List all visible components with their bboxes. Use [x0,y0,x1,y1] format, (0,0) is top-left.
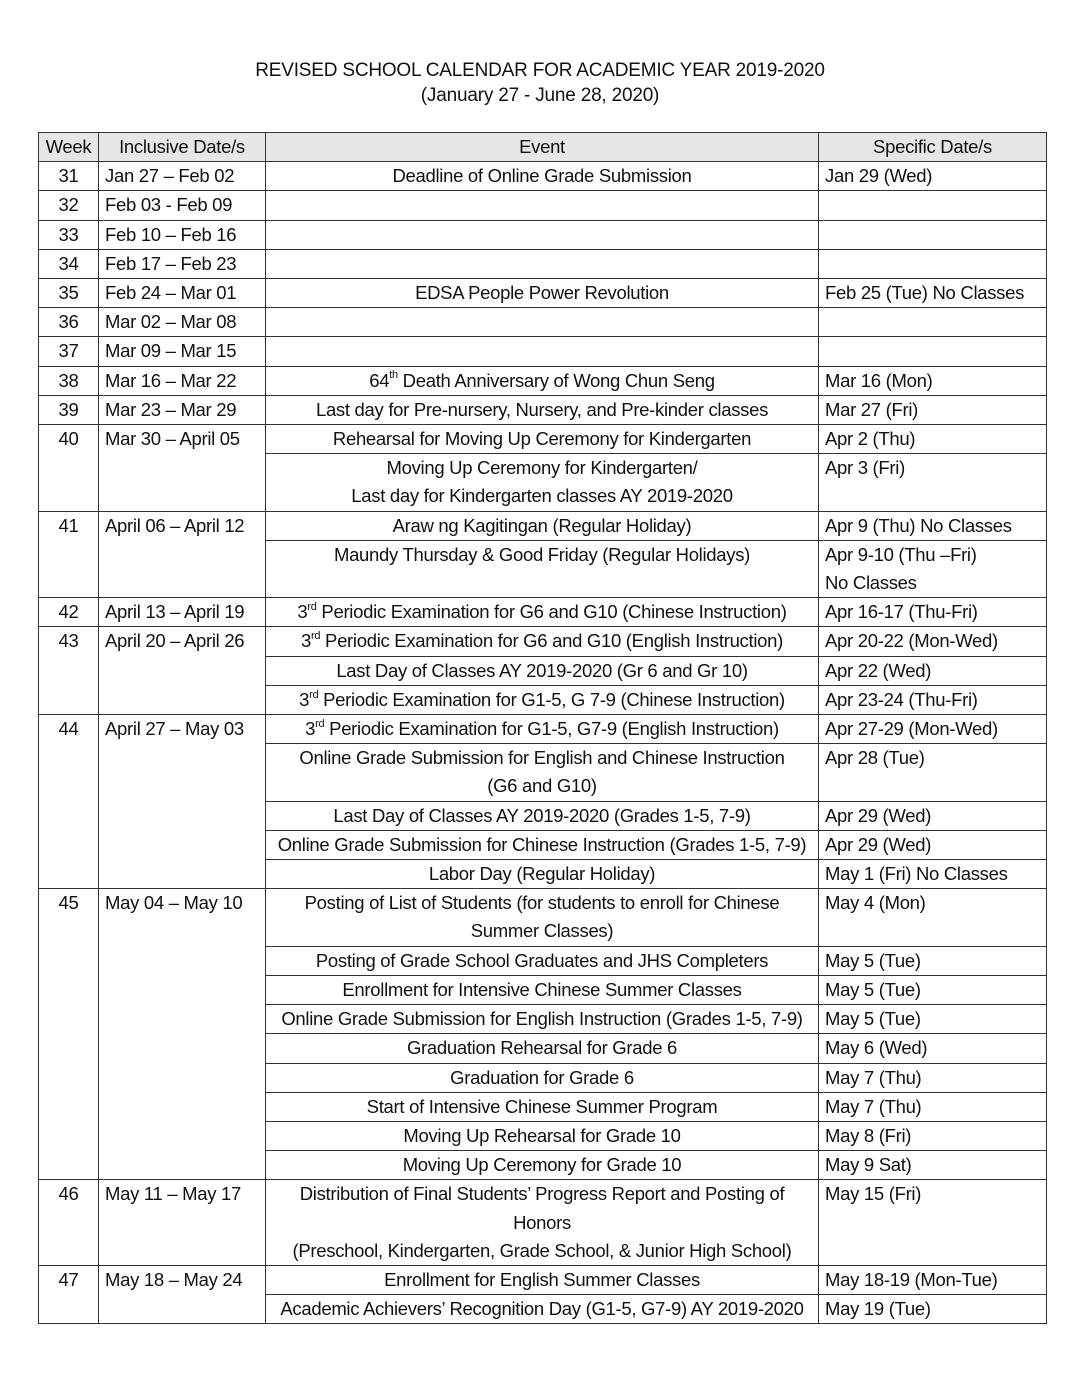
week-number-cell: 33 [39,220,99,249]
specific-date-cell [819,220,1047,249]
table-row [39,162,1047,191]
table-row [39,220,1047,249]
event-cell [266,1265,819,1294]
event-ordinal-suffix: rd [309,688,319,701]
specific-date-cell [819,454,1047,511]
table-row [39,366,1047,395]
event-cell [266,191,819,220]
specific-date-cell [819,685,1047,714]
specific-date-cell [819,1151,1047,1180]
inclusive-dates-cell: Mar 02 – Mar 08 [99,308,266,337]
specific-date-text: Apr 3 (Fri) [825,457,905,479]
specific-date-text: May 19 (Tue) [825,1298,931,1320]
event-text: Distribution of Final Students’ Progress Report and Posting of Honors [299,1183,785,1233]
event-text-line2: (Preschool, Kindergarten, Grade School, & Junior High School) [292,1239,792,1261]
specific-date-cell [819,337,1047,366]
table-row [39,715,1047,744]
specific-date-cell [819,308,1047,337]
specific-date-cell [819,1005,1047,1034]
specific-date-cell [819,975,1047,1004]
specific-date-cell [819,1063,1047,1092]
inclusive-dates-cell: May 04 – May 10 [99,889,266,1180]
specific-date-text: Apr 20-22 (Mon-Wed) [825,630,998,652]
inclusive-dates-cell: Feb 10 – Feb 16 [99,220,266,249]
specific-date-text: Apr 23-24 (Thu-Fri) [825,688,978,710]
specific-date-cell [819,860,1047,889]
inclusive-dates-cell: April 27 – May 03 [99,715,266,889]
event-cell [266,249,819,278]
specific-date-line2: No Classes [825,572,917,594]
calendar-body [39,162,1047,1324]
specific-date-text: May 5 (Tue) [825,1008,921,1030]
inclusive-dates-cell: Mar 16 – Mar 22 [99,366,266,395]
table-row [39,337,1047,366]
specific-date-cell [819,540,1047,597]
event-text: Graduation for Grade 6 [450,1066,634,1088]
specific-date-text: Apr 16-17 (Thu-Fri) [825,601,978,623]
event-text-continued: Death Anniversary of Wong Chun Seng [397,369,715,391]
event-text: Maundy Thursday & Good Friday (Regular Holidays) [333,543,751,565]
week-number-cell: 39 [39,395,99,424]
event-cell [266,685,819,714]
specific-date-cell [819,1034,1047,1063]
event-text: Deadline of Online Grade Submission [392,165,692,187]
specific-date-cell [819,627,1047,656]
specific-date-cell [819,1180,1047,1266]
event-text: Enrollment for Intensive Chinese Summer Classes [342,978,742,1000]
column-header-specific-dates: Specific Date/s [819,133,1047,162]
specific-date-text: Apr 2 (Thu) [825,428,916,450]
event-cell [266,656,819,685]
event-text: Enrollment for English Summer Classes [384,1268,700,1290]
specific-date-cell [819,656,1047,685]
event-text-continued: Periodic Examination for G1-5, G 7-9 (Chinese Instruction) [318,688,785,710]
event-cell [266,395,819,424]
specific-date-cell [819,1121,1047,1150]
event-cell [266,1121,819,1150]
specific-date-text: Mar 16 (Mon) [825,369,933,391]
event-cell [266,1295,819,1324]
specific-date-cell [819,744,1047,801]
table-row [39,598,1047,627]
specific-date-cell [819,1295,1047,1324]
event-cell [266,454,819,511]
table-row [39,1265,1047,1294]
inclusive-dates-cell: April 06 – April 12 [99,511,266,598]
event-text: 3 [299,688,310,710]
event-cell [266,540,819,597]
event-cell [266,162,819,191]
inclusive-dates-cell: Mar 23 – Mar 29 [99,395,266,424]
event-text: 64 [369,369,390,391]
event-text: Moving Up Ceremony for Grade 10 [402,1154,682,1176]
specific-date-cell [819,598,1047,627]
event-text-line2: (G6 and G10) [487,775,597,797]
table-row [39,279,1047,308]
event-text: Academic Achievers’ Recognition Day (G1-5, G7-9) AY 2019-2020 [280,1298,804,1320]
event-ordinal-suffix: rd [311,630,321,643]
event-cell [266,511,819,540]
event-text: Online Grade Submission for Chinese Instruction (Grades 1-5, 7-9) [277,833,807,855]
inclusive-dates-cell: May 11 – May 17 [99,1180,266,1266]
event-cell [266,801,819,830]
event-text: Start of Intensive Chinese Summer Program [366,1095,718,1117]
specific-date-text: Apr 27-29 (Mon-Wed) [825,718,998,740]
event-text: EDSA People Power Revolution [415,282,669,304]
event-cell [266,308,819,337]
event-cell [266,598,819,627]
table-row [39,308,1047,337]
event-cell [266,744,819,801]
specific-date-cell [819,801,1047,830]
specific-date-cell [819,511,1047,540]
event-text: Rehearsal for Moving Up Ceremony for Kindergarten [332,428,752,450]
inclusive-dates-cell: Mar 09 – Mar 15 [99,337,266,366]
event-cell [266,1180,819,1266]
event-ordinal-suffix: rd [315,717,325,730]
week-number-cell: 37 [39,337,99,366]
specific-date-cell [819,946,1047,975]
specific-date-text: May 18-19 (Mon-Tue) [825,1268,998,1290]
event-text: Moving Up Ceremony for Kindergarten/ [386,457,698,479]
specific-date-cell [819,425,1047,454]
specific-date-cell [819,162,1047,191]
event-cell [266,860,819,889]
specific-date-text: Apr 9-10 (Thu –Fri) [825,543,977,565]
week-number-cell: 45 [39,889,99,1180]
event-cell [266,975,819,1004]
event-text: 3 [301,630,311,652]
event-text-continued: Periodic Examination for G6 and G10 (Chinese Instruction) [316,601,787,623]
event-text-line2: Last day for Kindergarten classes AY 2019-2020 [351,485,733,507]
specific-date-cell [819,1265,1047,1294]
event-cell [266,946,819,975]
table-row [39,1180,1047,1266]
specific-date-cell [819,191,1047,220]
event-cell [266,889,819,946]
event-text: Last day for Pre-nursery, Nursery, and Pre-kinder classes [315,398,769,420]
specific-date-text: May 5 (Tue) [825,949,921,971]
specific-date-text: Mar 27 (Fri) [825,398,919,420]
event-text: Online Grade Submission for English and Chinese Instruction [299,747,785,769]
event-cell [266,337,819,366]
event-text: Posting of List of Students (for students to enroll for Chinese [304,892,780,914]
specific-date-text: Feb 25 (Tue) No Classes [825,282,1025,304]
event-text: Graduation Rehearsal for Grade 6 [406,1037,678,1059]
week-number-cell: 41 [39,511,99,598]
document-subtitle: (January 27 - June 28, 2020) [420,85,660,106]
event-cell [266,1005,819,1034]
column-header-week: Week [39,133,99,162]
specific-date-cell [819,830,1047,859]
event-cell [266,1063,819,1092]
inclusive-dates-cell: Feb 17 – Feb 23 [99,249,266,278]
event-text: 3 [305,718,316,740]
week-number-cell: 32 [39,191,99,220]
event-cell [266,279,819,308]
inclusive-dates-cell: April 13 – April 19 [99,598,266,627]
specific-date-text: May 1 (Fri) No Classes [825,863,1008,885]
inclusive-dates-cell: Mar 30 – April 05 [99,425,266,512]
week-number-cell: 36 [39,308,99,337]
week-number-cell: 35 [39,279,99,308]
week-number-cell: 47 [39,1265,99,1323]
specific-date-text: Jan 29 (Wed) [825,165,933,187]
table-row [39,249,1047,278]
event-text: Online Grade Submission for English Instruction (Grades 1-5, 7-9) [281,1008,803,1030]
specific-date-cell [819,715,1047,744]
event-cell [266,366,819,395]
week-number-cell: 46 [39,1180,99,1266]
event-text: 3 [297,601,308,623]
specific-date-text: May 5 (Tue) [825,978,921,1000]
specific-date-text: May 6 (Wed) [825,1037,928,1059]
week-number-cell: 42 [39,598,99,627]
inclusive-dates-cell: Jan 27 – Feb 02 [99,162,266,191]
table-row [39,191,1047,220]
week-number-cell: 31 [39,162,99,191]
specific-date-cell [819,279,1047,308]
event-ordinal-suffix: rd [307,601,317,614]
table-row [39,395,1047,424]
event-text: Labor Day (Regular Holiday) [428,863,656,885]
specific-date-cell [819,889,1047,946]
specific-date-text: May 9 Sat) [825,1154,912,1176]
week-number-cell: 38 [39,366,99,395]
specific-date-text: Apr 28 (Tue) [825,747,925,769]
event-cell [266,1151,819,1180]
table-row [39,511,1047,540]
event-cell [266,1092,819,1121]
calendar-table [38,132,1047,1324]
table-header-row [39,133,1047,162]
specific-date-text: May 8 (Fri) [825,1124,912,1146]
specific-date-text: Apr 22 (Wed) [825,659,932,681]
event-text: Moving Up Rehearsal for Grade 10 [403,1124,681,1146]
event-text: Posting of Grade School Graduates and JHS Completers [315,949,769,971]
table-row [39,627,1047,656]
table-row [39,425,1047,454]
event-text: Last Day of Classes AY 2019-2020 (Grades 1-5, 7-9) [333,804,751,826]
specific-date-text: May 4 (Mon) [825,892,926,914]
inclusive-dates-cell: Feb 03 - Feb 09 [99,191,266,220]
table-row [39,889,1047,946]
specific-date-text: May 7 (Thu) [825,1095,922,1117]
column-header-inclusive-dates: Inclusive Date/s [99,133,266,162]
specific-date-cell [819,1092,1047,1121]
week-number-cell: 34 [39,249,99,278]
specific-date-text: Apr 29 (Wed) [825,804,932,826]
event-cell [266,715,819,744]
event-text-continued: Periodic Examination for G6 and G10 (English Instruction) [320,630,783,652]
inclusive-dates-cell: Feb 24 – Mar 01 [99,279,266,308]
document-title: REVISED SCHOOL CALENDAR FOR ACADEMIC YEAR 2019-2020 [255,60,825,81]
week-number-cell: 44 [39,715,99,889]
specific-date-cell [819,366,1047,395]
event-ordinal-suffix: th [389,369,398,382]
event-cell [266,1034,819,1063]
event-cell [266,425,819,454]
specific-date-text: Apr 29 (Wed) [825,833,932,855]
event-text-continued: Periodic Examination for G1-5, G7-9 (English Instruction) [324,718,779,740]
specific-date-cell [819,395,1047,424]
event-text-line2: Summer Classes) [470,920,614,942]
event-cell [266,220,819,249]
event-cell [266,830,819,859]
specific-date-text: Apr 9 (Thu) No Classes [825,514,1012,536]
column-header-event: Event [266,133,819,162]
event-text: Last Day of Classes AY 2019-2020 (Gr 6 and Gr 10) [336,659,748,681]
inclusive-dates-cell: April 20 – April 26 [99,627,266,715]
specific-date-text: May 15 (Fri) [825,1183,922,1205]
event-text: Araw ng Kagitingan (Regular Holiday) [392,514,692,536]
week-number-cell: 40 [39,425,99,512]
event-cell [266,627,819,656]
specific-date-cell [819,249,1047,278]
document-header [0,58,1080,108]
week-number-cell: 43 [39,627,99,715]
inclusive-dates-cell: May 18 – May 24 [99,1265,266,1323]
specific-date-text: May 7 (Thu) [825,1066,922,1088]
